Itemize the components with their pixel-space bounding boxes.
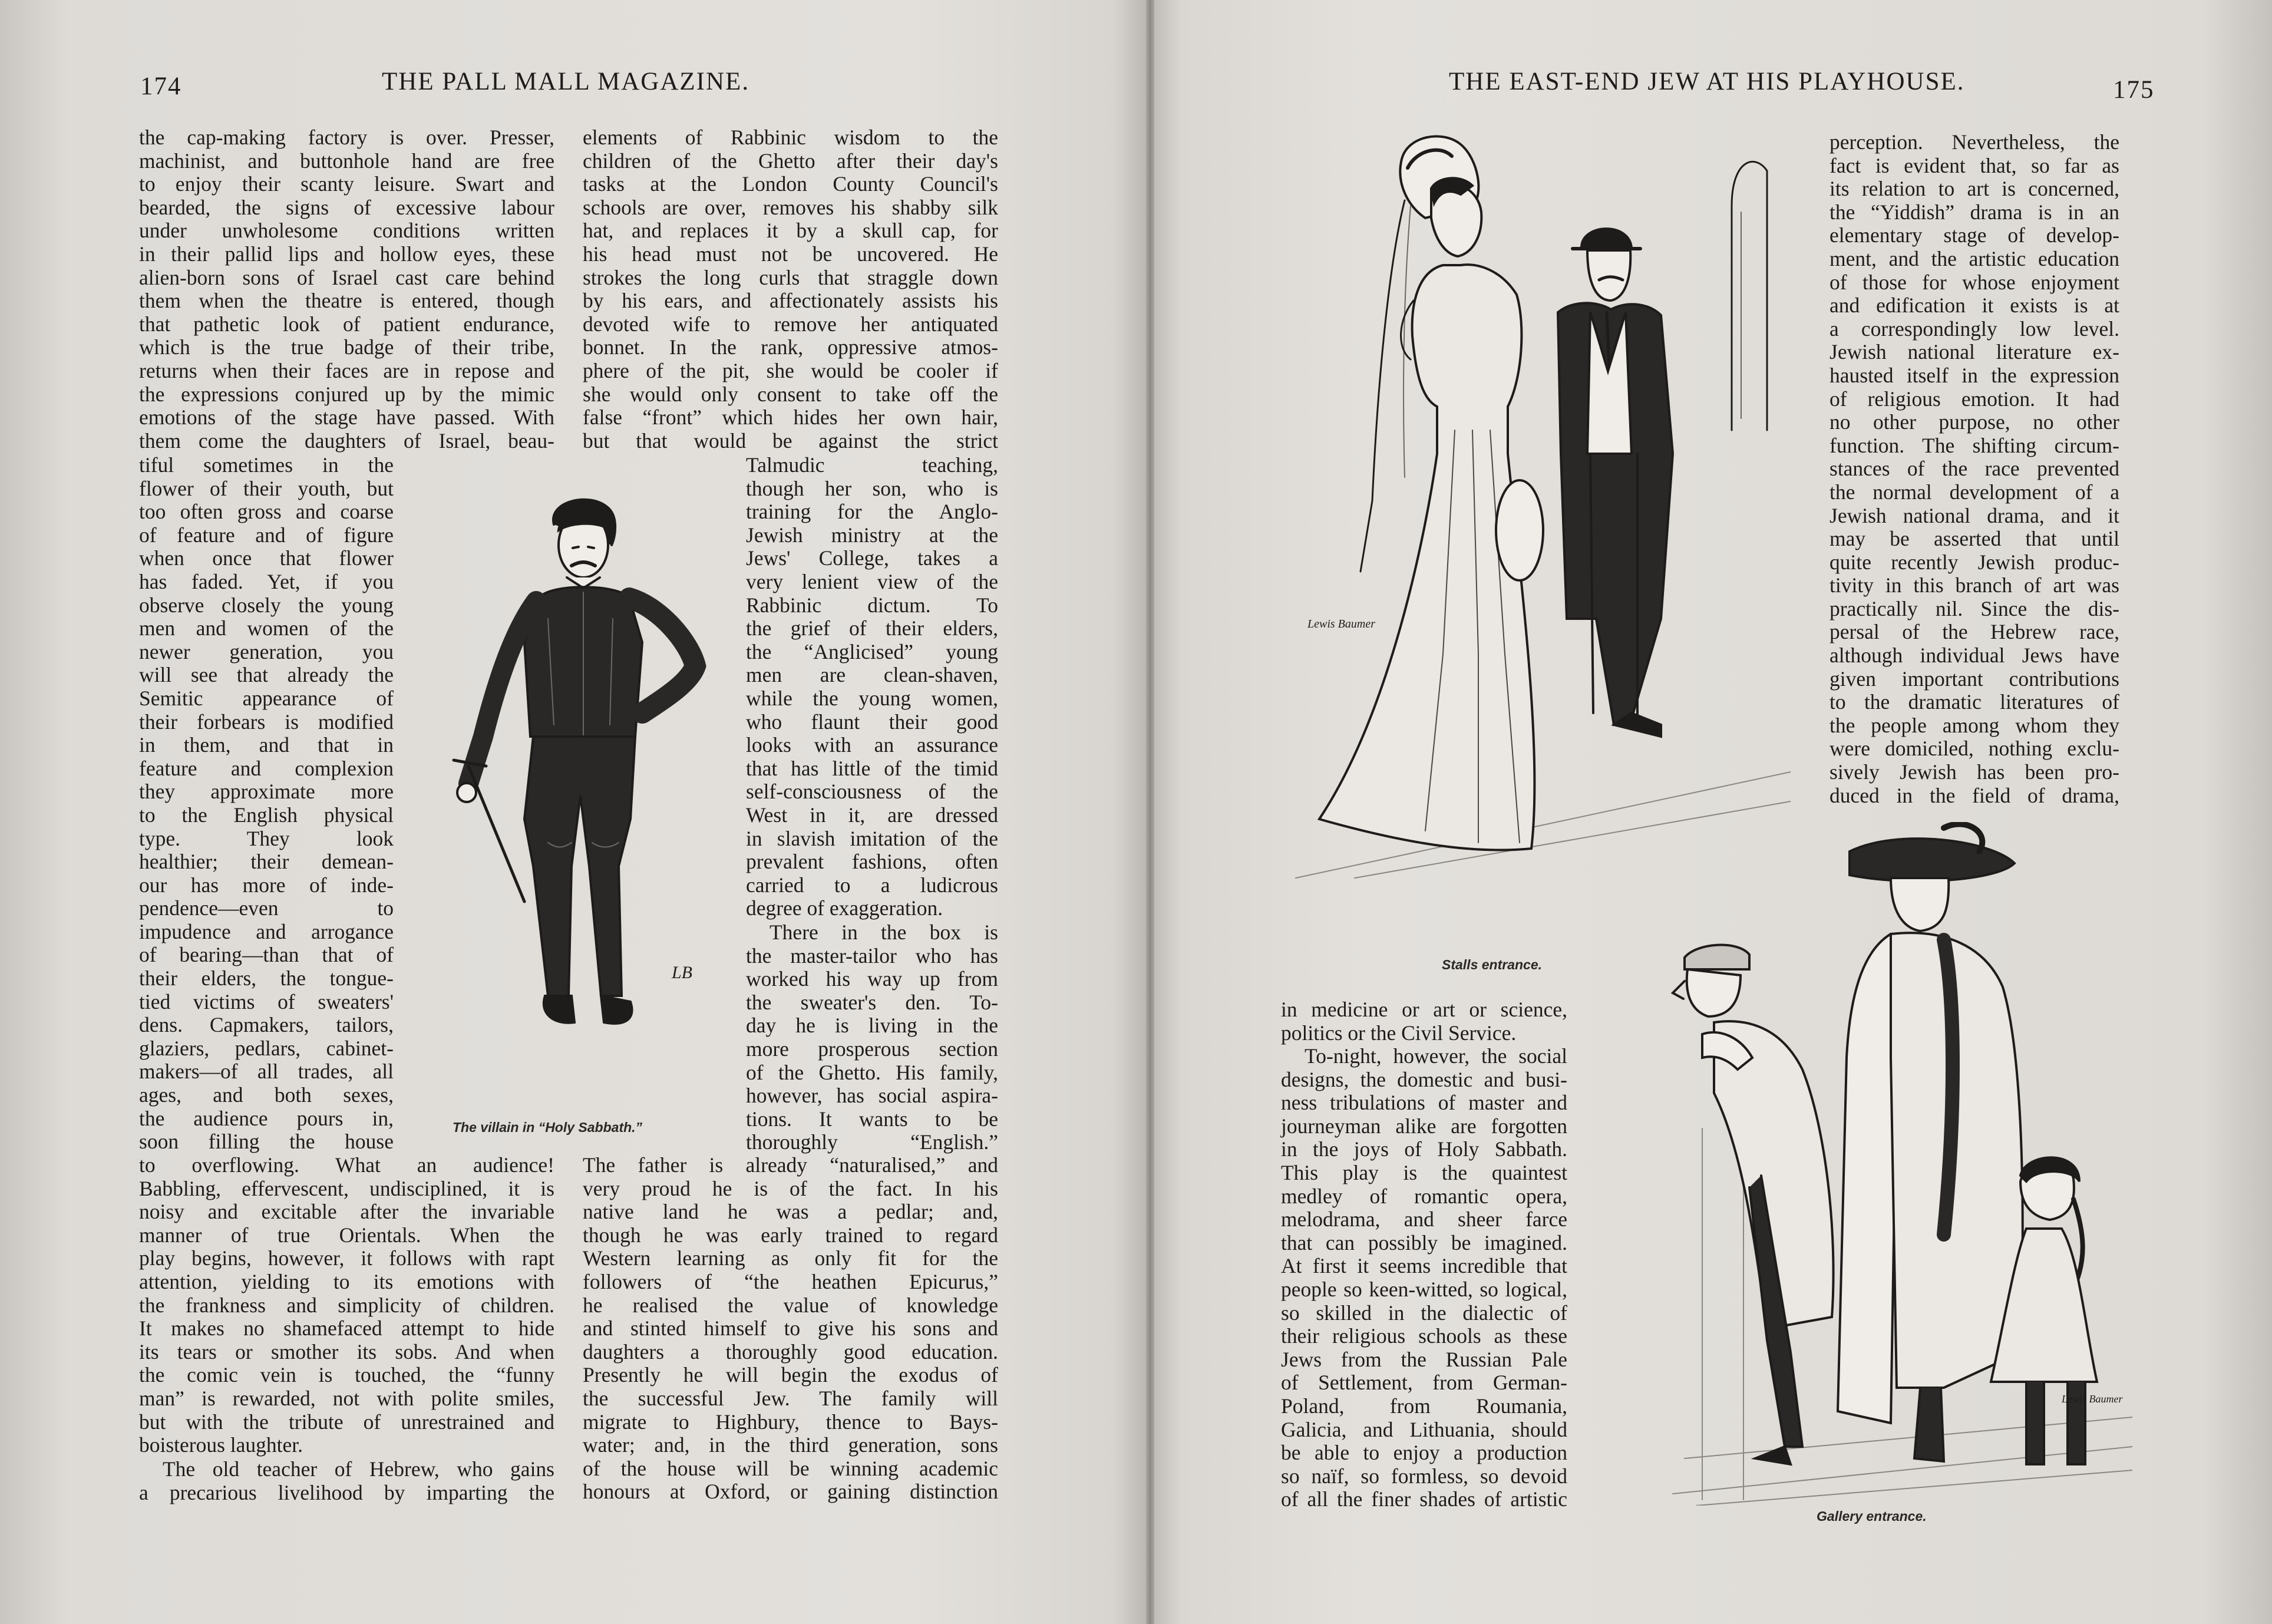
- text-line: soon filling the house: [139, 1130, 394, 1154]
- text-line: elementary stage of develop-: [1830, 223, 2119, 247]
- text-line: of religious emotion. It had: [1830, 387, 2119, 411]
- text-line: Poland, from Roumania,: [1281, 1394, 1567, 1418]
- text-line: dens. Capmakers, tailors,: [139, 1013, 394, 1037]
- text-line: honours at Oxford, or gaining distinction: [583, 1480, 998, 1504]
- text-line: looks with an assurance: [746, 733, 998, 757]
- text-line: the “Yiddish” drama is in an: [1830, 200, 2119, 224]
- text-line: will see that already the: [139, 663, 394, 687]
- text-line: devoted wife to remove her antiquated: [583, 312, 998, 336]
- text-line: sively Jewish has been pro-: [1830, 760, 2119, 784]
- text-line: Babbling, effervescent, undisciplined, it is: [139, 1176, 554, 1200]
- text-line: ness tribulations of master and: [1281, 1091, 1567, 1115]
- text-line: a correspondingly low level.: [1830, 316, 2119, 341]
- text-line: strokes the long curls that straggle down: [583, 265, 998, 289]
- text-line: although individual Jews have: [1830, 643, 2119, 668]
- text-line: under unwholesome conditions written: [139, 219, 554, 243]
- text-line: of the house will be winning academic: [583, 1456, 998, 1480]
- text-line: schools are over, removes his shabby silk: [583, 195, 998, 219]
- text-line: has faded. Yet, if you: [139, 569, 394, 593]
- text-line: in medicine or art or science,: [1281, 998, 1567, 1021]
- text-line: elements of Rabbinic wisdom to the: [583, 126, 998, 149]
- text-line: their elders, the tongue-: [139, 966, 394, 991]
- page-number: 175: [2113, 76, 2155, 104]
- text-line: that can possibly be imagined.: [1281, 1230, 1567, 1255]
- text-line: glaziers, pedlars, cabinet-: [139, 1036, 394, 1060]
- text-line: them come the daughters of Israel, beau-: [139, 428, 554, 453]
- text-line: prevalent fashions, often: [746, 850, 998, 874]
- column-2-wrapped: [746, 454, 998, 920]
- text-line: observe closely the young: [139, 593, 394, 617]
- text-line: the sweater's den. To-: [746, 990, 998, 1014]
- text-line: though he was early trained to regard: [583, 1223, 998, 1247]
- text-line: newer generation, you: [139, 639, 394, 664]
- text-line: the successful Jew. The family will: [583, 1386, 998, 1410]
- text-line: in them, and that in: [139, 733, 394, 757]
- text-line: training for the Anglo-: [746, 500, 998, 524]
- figure-signature: Lewis Baumer: [1307, 618, 1375, 631]
- text-line: of those for whose enjoyment: [1830, 270, 2119, 294]
- text-line: men and women of the: [139, 616, 394, 641]
- text-line: flower of their youth, but: [139, 476, 394, 500]
- text-line: play begins, however, it follows with rapt: [139, 1246, 554, 1270]
- text-line: so naïf, so formless, so devoid: [1281, 1464, 1567, 1488]
- text-line: very lenient view of the: [746, 569, 998, 593]
- text-line: migrate to Highbury, thence to Bays-: [583, 1410, 998, 1434]
- text-line: however, has social aspira-: [746, 1084, 998, 1108]
- text-line: of the Ghetto. His family,: [746, 1060, 998, 1084]
- text-line: machinist, and buttonhole hand are free: [139, 148, 554, 173]
- text-line: in the joys of Holy Sabbath.: [1281, 1137, 1567, 1161]
- text-line: more prosperous section: [746, 1037, 998, 1061]
- text-line: so skilled in the dialectic of: [1281, 1300, 1567, 1325]
- running-head: THE PALL MALL MAGAZINE.: [382, 68, 750, 95]
- text-line: hausted itself in the expression: [1830, 363, 2119, 387]
- column-1-top: [139, 126, 554, 453]
- text-line: of bearing—than that of: [139, 943, 394, 967]
- text-line: phere of the pit, she would be cooler if: [583, 358, 998, 382]
- text-line: bonnet. In the rank, oppressive atmos-: [583, 335, 998, 359]
- text-line: stances of the race prevented: [1830, 457, 2119, 481]
- text-line: its tears or smother its sobs. And when: [139, 1339, 554, 1364]
- column-2-bottom: [583, 1154, 998, 1504]
- text-line: the normal development of a: [1830, 480, 2119, 504]
- figure-caption-stalls: Stalls entrance.: [1442, 957, 1543, 972]
- figure-caption-gallery: Gallery entrance.: [1817, 1509, 1927, 1524]
- stalls-entrance-illustration: [1284, 124, 1791, 884]
- text-line: by his ears, and affectionately assists his: [583, 289, 998, 313]
- text-line: but that would be against the strict: [583, 428, 998, 453]
- text-line: no other purpose, no other: [1830, 410, 2119, 434]
- text-line: in their pallid lips and hollow eyes, these: [139, 242, 554, 266]
- text-line: the grief of their elders,: [746, 616, 998, 641]
- text-line: carried to a ludicrous: [746, 873, 998, 897]
- text-line: designs, the domestic and busi-: [1281, 1067, 1567, 1091]
- text-line: in slavish imitation of the: [746, 826, 998, 850]
- text-line: the frankness and simplicity of children.: [139, 1293, 554, 1317]
- text-line: children of the Ghetto after their day's: [583, 148, 998, 173]
- text-line: to enjoy their scanty leisure. Swart and: [139, 172, 554, 196]
- text-line: the comic vein is touched, the “funny: [139, 1363, 554, 1387]
- text-line: practically nil. Since the dis-: [1830, 596, 2119, 620]
- figure-caption: The villain in “Holy Sabbath.”: [453, 1120, 643, 1135]
- text-line: to the dramatic literatures of: [1830, 690, 2119, 714]
- text-line: tions. It wants to be: [746, 1107, 998, 1131]
- text-line: Jewish national drama, and it: [1830, 503, 2119, 527]
- text-line: Jews' College, takes a: [746, 546, 998, 570]
- text-line: tiful sometimes in the: [139, 453, 394, 477]
- text-line: To-night, however, the social: [1305, 1044, 1567, 1068]
- text-line: noisy and excitable after the invariable: [139, 1200, 554, 1224]
- text-line: type. They look: [139, 826, 394, 850]
- text-line: its relation to art is concerned,: [1830, 177, 2119, 201]
- text-line: Rabbinic dictum. To: [746, 593, 998, 617]
- text-line: our has more of inde-: [139, 873, 394, 897]
- right-column-top: [1830, 131, 2119, 807]
- text-line: function. The shifting circum-: [1830, 433, 2119, 457]
- book-gutter: [1146, 0, 1154, 1624]
- text-line: of all the finer shades of artistic: [1281, 1487, 1567, 1511]
- text-line: hat, and replaces it by a skull cap, for: [583, 219, 998, 243]
- right-page: [1154, 0, 2272, 1624]
- text-line: makers—of all trades, all: [139, 1059, 394, 1084]
- text-line: The old teacher of Hebrew, who gains: [163, 1457, 554, 1481]
- text-line: men are clean-shaven,: [746, 663, 998, 687]
- text-line: ment, and the artistic education: [1830, 246, 2119, 270]
- text-line: their religious schools as these: [1281, 1324, 1567, 1348]
- text-line: which is the true badge of their tribe,: [139, 335, 554, 359]
- text-line: medley of romantic opera,: [1281, 1184, 1567, 1208]
- left-column-bottom-paragraph-2: [1281, 1045, 1567, 1511]
- text-line: tivity in this branch of art was: [1830, 573, 2119, 598]
- text-line: There in the box is: [770, 920, 998, 944]
- text-line: self-consciousness of the: [746, 780, 998, 804]
- text-line: fact is evident that, so far as: [1830, 153, 2119, 177]
- text-line: that pathetic look of patient endurance,: [139, 312, 554, 336]
- text-line: native land he was a pedlar; and,: [583, 1200, 998, 1224]
- text-line: a precarious livelihood by imparting the: [139, 1480, 554, 1504]
- text-line: may be asserted that until: [1830, 527, 2119, 551]
- text-line: his head must not be uncovered. He: [583, 242, 998, 266]
- text-line: worked his way up from: [746, 967, 998, 991]
- text-line: and stinted himself to give his sons and: [583, 1316, 998, 1341]
- text-line: daughters a thoroughly good education.: [583, 1339, 998, 1364]
- text-line: manner of true Orientals. When the: [139, 1223, 554, 1247]
- text-line: persal of the Hebrew race,: [1830, 620, 2119, 644]
- text-line: while the young women,: [746, 686, 998, 710]
- text-line: of feature and of figure: [139, 523, 394, 547]
- text-line: quite recently Jewish produc-: [1830, 550, 2119, 574]
- text-line: that has little of the timid: [746, 756, 998, 780]
- column-1-bottom: [139, 1154, 554, 1457]
- text-line: their forbears is modified: [139, 709, 394, 734]
- text-line: thoroughly “English.”: [746, 1130, 998, 1154]
- text-line: alien-born sons of Israel cast care behind: [139, 265, 554, 289]
- gallery-entrance-illustration: [1614, 822, 2132, 1506]
- text-line: them when the theatre is entered, though: [139, 289, 554, 313]
- text-line: though her son, who is: [746, 476, 998, 500]
- text-line: emotions of the stage have passed. With: [139, 405, 554, 430]
- text-line: It makes no shamefaced attempt to hide: [139, 1316, 554, 1341]
- text-line: Galicia, and Lithuania, should: [1281, 1417, 1567, 1441]
- text-line: when once that flower: [139, 546, 394, 570]
- text-line: boisterous laughter.: [139, 1433, 303, 1457]
- column-1-paragraph-2: [139, 1458, 554, 1504]
- text-line: This play is the quaintest: [1281, 1160, 1567, 1184]
- text-line: impudence and arrogance: [139, 919, 394, 943]
- text-line: to overflowing. What an audience!: [139, 1153, 554, 1177]
- text-line: were domiciled, nothing exclu-: [1830, 737, 2119, 761]
- column-2-wrapped-paragraph-2: [746, 921, 998, 1154]
- text-line: politics or the Civil Service.: [1281, 1021, 1517, 1045]
- text-line: perception. Nevertheless, the: [1830, 130, 2119, 154]
- text-line: the people among whom they: [1830, 713, 2119, 737]
- text-line: journeyman alike are forgotten: [1281, 1114, 1567, 1138]
- text-line: people so keen-witted, so logical,: [1281, 1277, 1567, 1301]
- text-line: she would only consent to take off the: [583, 382, 998, 406]
- text-line: to the English physical: [139, 803, 394, 827]
- text-line: Western learning as only fit for the: [583, 1246, 998, 1270]
- column-2-top: [583, 126, 998, 453]
- text-line: Jews from the Russian Pale: [1281, 1347, 1567, 1371]
- running-head: THE EAST-END JEW AT HIS PLAYHOUSE.: [1449, 68, 1965, 95]
- text-line: degree of exaggeration.: [746, 896, 943, 920]
- text-line: tied victims of sweaters': [139, 989, 394, 1014]
- text-line: tasks at the London County Council's: [583, 172, 998, 196]
- text-line: bearded, the signs of excessive labour: [139, 195, 554, 219]
- text-line: the audience pours in,: [139, 1106, 394, 1130]
- text-line: The father is already “naturalised,” and: [583, 1153, 998, 1177]
- column-1-wrapped: [139, 454, 394, 1154]
- text-line: but with the tribute of unrestrained and: [139, 1410, 554, 1434]
- text-line: false “front” which hides her own hair,: [583, 405, 998, 430]
- text-line: Semitic appearance of: [139, 686, 394, 710]
- text-line: duced in the field of drama,: [1830, 783, 2119, 807]
- text-line: Jewish national literature ex-: [1830, 340, 2119, 364]
- text-line: melodrama, and sheer farce: [1281, 1207, 1567, 1232]
- text-line: West in it, are dressed: [746, 803, 998, 827]
- figure-signature: LB: [672, 963, 693, 982]
- villain-illustration: [412, 489, 742, 1102]
- left-column-bottom-paragraph-1: [1281, 998, 1567, 1045]
- text-line: too often gross and coarse: [139, 500, 394, 524]
- text-line: who flaunt their good: [746, 709, 998, 734]
- text-line: pendence—even to: [139, 896, 394, 920]
- text-line: feature and complexion: [139, 756, 394, 780]
- text-line: Jewish ministry at the: [746, 523, 998, 547]
- text-line: returns when their faces are in repose and: [139, 358, 554, 382]
- text-line: followers of “the heathen Epicurus,”: [583, 1269, 998, 1293]
- text-line: At first it seems incredible that: [1281, 1254, 1567, 1278]
- text-line: the master-tailor who has: [746, 943, 998, 968]
- text-line: he realised the value of knowledge: [583, 1293, 998, 1317]
- text-line: of Settlement, from German-: [1281, 1371, 1567, 1395]
- text-line: the expressions conjured up by the mimic: [139, 382, 554, 406]
- text-line: healthier; their demean-: [139, 850, 394, 874]
- text-line: Talmudic teaching,: [746, 453, 998, 477]
- text-line: and edification it exists is at: [1830, 293, 2119, 318]
- page-number: 174: [140, 72, 182, 100]
- text-line: water; and, in the third generation, sons: [583, 1433, 998, 1457]
- text-line: the cap-making factory is over. Presser,: [139, 126, 554, 149]
- text-line: given important contributions: [1830, 666, 2119, 691]
- text-line: they approximate more: [139, 780, 394, 804]
- text-line: attention, yielding to its emotions with: [139, 1269, 554, 1293]
- text-line: be able to enjoy a production: [1281, 1441, 1567, 1465]
- text-line: very proud he is of the fact. In his: [583, 1176, 998, 1200]
- text-line: day he is living in the: [746, 1014, 998, 1038]
- text-line: Presently he will begin the exodus of: [583, 1363, 998, 1387]
- text-line: the “Anglicised” young: [746, 639, 998, 664]
- figure-signature: Lewis Baumer: [2062, 1393, 2123, 1405]
- text-line: ages, and both sexes,: [139, 1083, 394, 1107]
- text-line: man” is rewarded, not with polite smiles,: [139, 1386, 554, 1410]
